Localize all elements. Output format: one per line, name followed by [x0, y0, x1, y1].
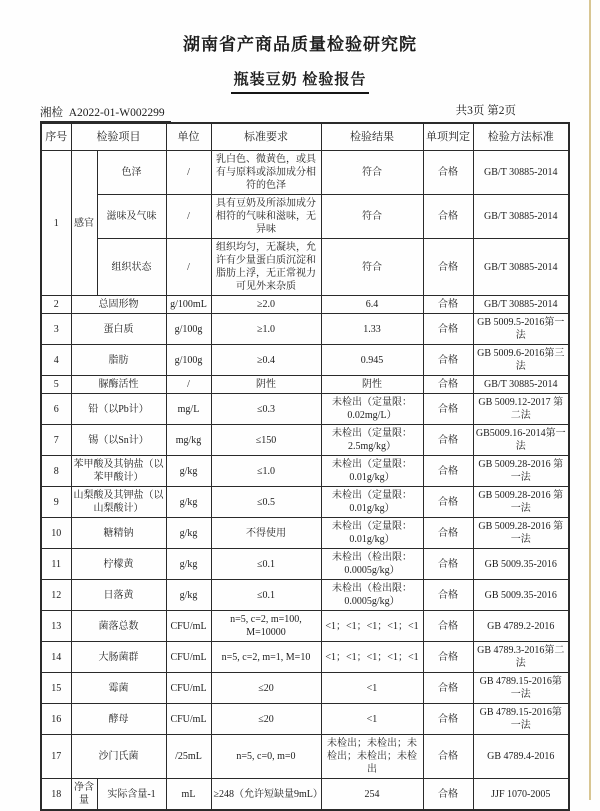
- cell-unit: CFU/mL: [166, 611, 211, 642]
- cell-standard: 具有豆奶及所添加成分相符的气味和滋味，无异味: [211, 195, 321, 239]
- cell-verdict: 合格: [423, 151, 473, 195]
- cell-unit: /25mL: [166, 735, 211, 779]
- cell-verdict: 合格: [423, 314, 473, 345]
- cell-seq: 18: [41, 779, 71, 811]
- table-row: [41, 704, 569, 735]
- column-header: 序号: [41, 123, 71, 151]
- cell-verdict: 合格: [423, 580, 473, 611]
- cell-method: GB 4789.15-2016第一法: [473, 673, 569, 704]
- cell-method: GB 5009.28-2016 第一法: [473, 518, 569, 549]
- cell-seq: 4: [41, 345, 71, 376]
- cell-item: 酵母: [71, 704, 166, 735]
- cell-standard: ≤0.1: [211, 549, 321, 580]
- table-row: [41, 673, 569, 704]
- cell-seq: 3: [41, 314, 71, 345]
- table-row: [41, 642, 569, 673]
- cell-method: GB/T 30885-2014: [473, 296, 569, 314]
- column-header: 标准要求: [211, 123, 321, 151]
- table-row: [41, 779, 569, 811]
- cell-result: 0.945: [321, 345, 423, 376]
- cell-item: 脲酶活性: [71, 376, 166, 394]
- cell-method: GB/T 30885-2014: [473, 195, 569, 239]
- cell-unit: /: [166, 151, 211, 195]
- report-title: 瓶装豆奶 检验报告: [231, 68, 370, 94]
- cell-unit: /: [166, 376, 211, 394]
- cell-verdict: 合格: [423, 642, 473, 673]
- cell-subitem: 实际含量-1: [97, 779, 166, 811]
- table-row: [41, 425, 569, 456]
- cell-item: 沙门氏菌: [71, 735, 166, 779]
- table-row: [41, 580, 569, 611]
- cell-unit: /: [166, 195, 211, 239]
- cell-unit: g/100g: [166, 314, 211, 345]
- cell-result: 6.4: [321, 296, 423, 314]
- cell-standard: ≤20: [211, 704, 321, 735]
- cell-unit: g/kg: [166, 487, 211, 518]
- cell-verdict: 合格: [423, 549, 473, 580]
- cell-item: 大肠菌群: [71, 642, 166, 673]
- cell-standard: ≥2.0: [211, 296, 321, 314]
- cell-seq: 5: [41, 376, 71, 394]
- cell-result: 未检出（定量限：2.5mg/kg）: [321, 425, 423, 456]
- cell-method: GB/T 30885-2014: [473, 239, 569, 296]
- cell-result: <1: [321, 704, 423, 735]
- report-number: [40, 104, 171, 122]
- cell-result: 符合: [321, 239, 423, 296]
- cell-standard: 阴性: [211, 376, 321, 394]
- cell-unit: g/kg: [166, 456, 211, 487]
- cell-standard: ≥0.4: [211, 345, 321, 376]
- column-header: 检验结果: [321, 123, 423, 151]
- cell-method: GB/T 30885-2014: [473, 376, 569, 394]
- cell-unit: CFU/mL: [166, 642, 211, 673]
- cell-unit: CFU/mL: [166, 704, 211, 735]
- report-title-wrap: [0, 68, 600, 94]
- cell-standard: n=5, c=0, m=0: [211, 735, 321, 779]
- cell-standard: ≤0.3: [211, 394, 321, 425]
- cell-seq: 15: [41, 673, 71, 704]
- cell-verdict: 合格: [423, 239, 473, 296]
- cell-verdict: 合格: [423, 394, 473, 425]
- cell-method: JJF 1070-2005: [473, 779, 569, 811]
- cell-verdict: 合格: [423, 704, 473, 735]
- table-row: [41, 549, 569, 580]
- cell-unit: mg/L: [166, 394, 211, 425]
- cell-method: GB 5009.35-2016: [473, 580, 569, 611]
- cell-item: 脂肪: [71, 345, 166, 376]
- cell-result: <1；<1；<1；<1；<1: [321, 611, 423, 642]
- cell-item-group: 净含量: [71, 779, 97, 811]
- cell-verdict: 合格: [423, 345, 473, 376]
- cell-seq: 9: [41, 487, 71, 518]
- cell-seq: 6: [41, 394, 71, 425]
- cell-item: 锡（以Sn计）: [71, 425, 166, 456]
- cell-item: 苯甲酸及其钠盐（以苯甲酸计）: [71, 456, 166, 487]
- cell-standard: 乳白色、微黄色，或具有与原料或添加成分相符的色泽: [211, 151, 321, 195]
- cell-result: 阴性: [321, 376, 423, 394]
- report-number-value: A2022-01-W002299: [68, 107, 165, 119]
- table-row: [41, 376, 569, 394]
- cell-verdict: 合格: [423, 518, 473, 549]
- cell-seq: 11: [41, 549, 71, 580]
- cell-result: 未检出（定量限：0.01g/kg）: [321, 518, 423, 549]
- cell-subitem: 滋味及气味: [97, 195, 166, 239]
- cell-unit: g/100g: [166, 345, 211, 376]
- cell-result: <1: [321, 673, 423, 704]
- cell-standard: n=5, c=2, m=100, M=10000: [211, 611, 321, 642]
- cell-result: 未检出（定量限：0.01g/kg）: [321, 456, 423, 487]
- cell-seq: 12: [41, 580, 71, 611]
- cell-item: 柠檬黄: [71, 549, 166, 580]
- cell-seq: 14: [41, 642, 71, 673]
- cell-unit: /: [166, 239, 211, 296]
- cell-method: GB/T 30885-2014: [473, 151, 569, 195]
- cell-verdict: 合格: [423, 487, 473, 518]
- cell-standard: ≤1.0: [211, 456, 321, 487]
- cell-result: 254: [321, 779, 423, 811]
- cell-unit: CFU/mL: [166, 673, 211, 704]
- table-row: [41, 487, 569, 518]
- cell-standard: 不得使用: [211, 518, 321, 549]
- table-row: [41, 239, 569, 296]
- table-row: [41, 394, 569, 425]
- cell-result: 1.33: [321, 314, 423, 345]
- cell-seq: 2: [41, 296, 71, 314]
- cell-verdict: 合格: [423, 779, 473, 811]
- cell-result: 未检出；未检出；未检出；未检出；未检出: [321, 735, 423, 779]
- cell-item: 铅（以Pb计）: [71, 394, 166, 425]
- header-row: [41, 123, 569, 151]
- cell-method: GB 5009.35-2016: [473, 549, 569, 580]
- table-row: [41, 314, 569, 345]
- org-title: 湖南省产商品质量检验研究院: [183, 35, 417, 54]
- cell-seq: 10: [41, 518, 71, 549]
- table-row: [41, 456, 569, 487]
- cell-item: 日落黄: [71, 580, 166, 611]
- page-info: 共3页 第2页: [455, 105, 516, 117]
- column-header: 检验项目: [71, 123, 166, 151]
- column-header: 检验方法标准: [473, 123, 569, 151]
- table-row: [41, 611, 569, 642]
- cell-verdict: 合格: [423, 425, 473, 456]
- meta-row: [40, 104, 568, 122]
- cell-result: 符合: [321, 151, 423, 195]
- cell-unit: mg/kg: [166, 425, 211, 456]
- report-number-label: 湘检: [40, 107, 63, 119]
- cell-unit: mL: [166, 779, 211, 811]
- cell-standard: ≤20: [211, 673, 321, 704]
- cell-method: GB 4789.2-2016: [473, 611, 569, 642]
- inspection-table-head: [41, 123, 569, 151]
- cell-seq: 1: [41, 151, 71, 296]
- cell-method: GB 5009.6-2016第三法: [473, 345, 569, 376]
- cell-seq: 16: [41, 704, 71, 735]
- cell-standard: ≤0.5: [211, 487, 321, 518]
- cell-unit: g/100mL: [166, 296, 211, 314]
- cell-method: GB5009.16-2014第一法: [473, 425, 569, 456]
- cell-verdict: 合格: [423, 456, 473, 487]
- cell-item: 山梨酸及其钾盐（以山梨酸计）: [71, 487, 166, 518]
- column-header: 单项判定: [423, 123, 473, 151]
- cell-item: 菌落总数: [71, 611, 166, 642]
- cell-standard: n=5, c=2, m=1, M=10: [211, 642, 321, 673]
- cell-verdict: 合格: [423, 611, 473, 642]
- cell-result: <1；<1；<1；<1；<1: [321, 642, 423, 673]
- table-row: [41, 296, 569, 314]
- cell-method: GB 4789.4-2016: [473, 735, 569, 779]
- table-row: [41, 151, 569, 195]
- cell-verdict: 合格: [423, 296, 473, 314]
- cell-item: 霉菌: [71, 673, 166, 704]
- cell-seq: 7: [41, 425, 71, 456]
- cell-unit: g/kg: [166, 518, 211, 549]
- cell-method: GB 5009.28-2016 第一法: [473, 456, 569, 487]
- cell-result: 未检出（定量限：0.01g/kg）: [321, 487, 423, 518]
- inspection-table-body: [41, 151, 569, 811]
- cell-method: GB 5009.12-2017 第二法: [473, 394, 569, 425]
- cell-standard: 组织均匀，无凝块，允许有少量蛋白质沉淀和脂肪上浮，无正常视力可见外来杂质: [211, 239, 321, 296]
- cell-item: 糖精钠: [71, 518, 166, 549]
- table-row: [41, 518, 569, 549]
- cell-seq: 8: [41, 456, 71, 487]
- cell-unit: g/kg: [166, 580, 211, 611]
- cell-standard: ≥248（允许短缺量9mL）: [211, 779, 321, 811]
- cell-result: 未检出（定量限：0.02mg/L）: [321, 394, 423, 425]
- cell-verdict: 合格: [423, 735, 473, 779]
- cell-subitem: 组织状态: [97, 239, 166, 296]
- cell-method: GB 5009.28-2016 第一法: [473, 487, 569, 518]
- cell-item-group: 感官: [71, 151, 97, 296]
- table-row: [41, 735, 569, 779]
- cell-subitem: 色泽: [97, 151, 166, 195]
- cell-item: 总固形物: [71, 296, 166, 314]
- cell-verdict: 合格: [423, 376, 473, 394]
- cell-verdict: 合格: [423, 673, 473, 704]
- cell-standard: ≤150: [211, 425, 321, 456]
- cell-standard: ≤0.1: [211, 580, 321, 611]
- cell-seq: 17: [41, 735, 71, 779]
- cell-standard: ≥1.0: [211, 314, 321, 345]
- cell-verdict: 合格: [423, 195, 473, 239]
- cell-result: 未检出（检出限：0.0005g/kg）: [321, 580, 423, 611]
- table-row: [41, 345, 569, 376]
- cell-method: GB 4789.15-2016第一法: [473, 704, 569, 735]
- inspection-table: [40, 122, 570, 811]
- cell-method: GB 4789.3-2016第二法: [473, 642, 569, 673]
- column-header: 单位: [166, 123, 211, 151]
- cell-method: GB 5009.5-2016第一法: [473, 314, 569, 345]
- table-row: [41, 195, 569, 239]
- cell-item: 蛋白质: [71, 314, 166, 345]
- cell-unit: g/kg: [166, 549, 211, 580]
- cell-result: 符合: [321, 195, 423, 239]
- cell-seq: 13: [41, 611, 71, 642]
- cell-result: 未检出（检出限：0.0005g/kg）: [321, 549, 423, 580]
